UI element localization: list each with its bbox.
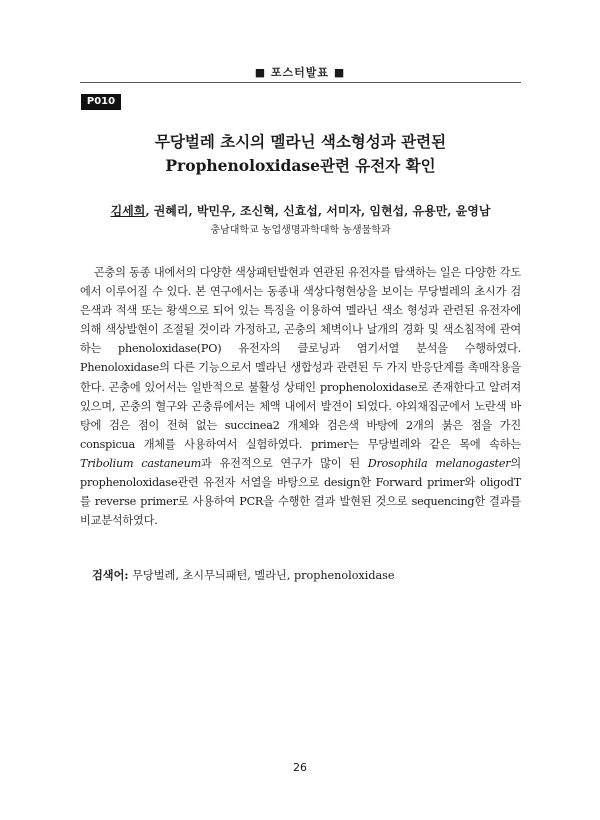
- species-name-1: Tribolium castaneum: [80, 456, 202, 470]
- title-line-2: Prophenoloxidase관련 유전자 확인: [165, 156, 436, 175]
- page-number: 26: [293, 761, 307, 774]
- paper-title: [80, 130, 521, 178]
- poster-code-badge: P010: [81, 94, 121, 110]
- species-name-2: Drosophila melanogaster: [367, 456, 511, 470]
- abstract-text-1: 곤충의 동종 내에서의 다양한 색상패턴발현과 연관된 유전자를 탐색하는 일은 다양한 각도에서 이루어질 수 있다. 본 연구에서는 동종내 색상다형현상을 보이는 무당벌레의 초시가 검은색과 적색 또는 황색으로 되어 있는 특징을 이용하여 멜라닌 색소 형성과 관련된 유전자에 의해 색상발현이 조절될 것이라 가정하고, 곤충의 체벽이나 날개의 경화 및 색소침적에 관여하는 phenoloxidase(PO) 유전자의 클로닝과 염기서열 분석을 수행하였다. Phenoloxidase의 다른 기능으로서 멜라닌 생합성과 관련된 두 가지 반응단계를 촉매작용을 한다. 곤충에 있어서는 일반적으로 불활성 상태인 prophenoloxidase로 존재한다고 알려져 있으며, 곤충의 혈구와 곤충류에서는 체액 내에서 발견이 되었다. 야외채집군에서 노란색 바탕에 검은 점이 전혀 없는 succinea2 개체와 검은색 바탕에 2개의 붉은 점을 가진 conspicua 개체를 사용하여서 실험하였다. primer는 무당벌레와 같은 목에 속하는: [80, 266, 521, 451]
- abstract-text-2: 과 유전적으로 연구가 많이 된: [201, 456, 368, 470]
- first-author: 김세희: [110, 204, 146, 218]
- keywords-label: 검색어:: [92, 568, 129, 582]
- header-divider: [80, 82, 521, 83]
- abstract-text-3: 의 prophenoloxidase관련 유전자 서열을 바탕으로 design한 Forward primer와 oligodT를 reverse primer로 사용하여 PCR을 수행한 결과 발현된 것으로 sequencing한 결과를 비교분석하였다.: [80, 456, 522, 528]
- title-line-1: 무당벌레 초시의 멜라닌 색소형성과 관련된: [154, 132, 447, 151]
- keywords-text: 무당벌레, 초시무늬패턴, 멜라닌, prophenoloxidase: [128, 569, 395, 582]
- keywords: [80, 566, 521, 585]
- co-authors: , 권혜리, 박민우, 조신혁, 신효섭, 서미자, 임현섭, 유용만, 윤영남: [145, 204, 491, 218]
- author-list: [80, 202, 521, 220]
- abstract-body: [80, 263, 521, 530]
- affiliation: 충남대학교 농업생명과학대학 농생물학과: [210, 225, 391, 236]
- section-header: ■ 포스터발표 ■: [254, 66, 346, 79]
